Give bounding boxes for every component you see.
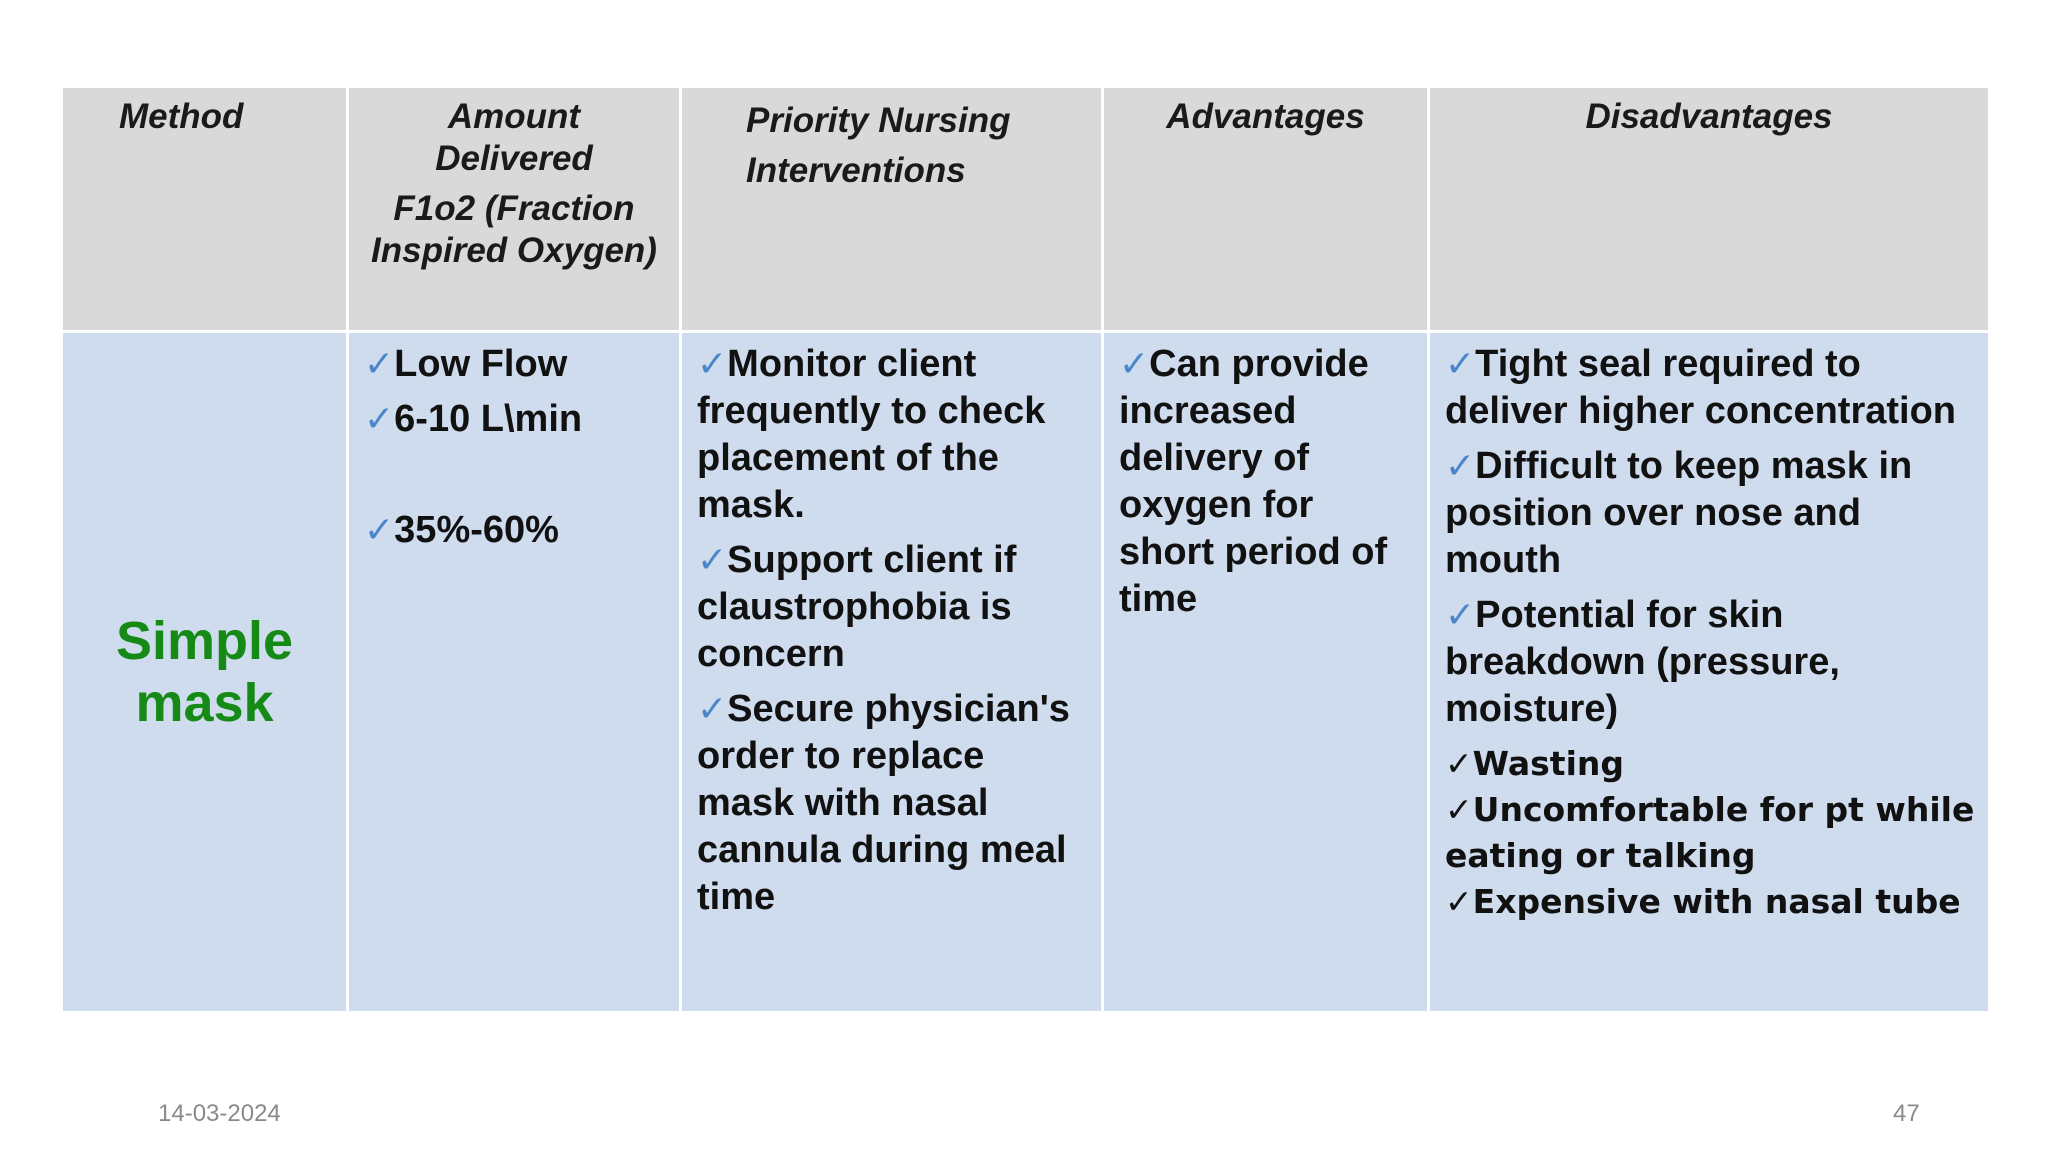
header-method bbox=[62, 87, 348, 332]
check-mark-icon: ✓ bbox=[697, 344, 728, 385]
nursing-list bbox=[682, 333, 1101, 921]
list-item bbox=[364, 341, 667, 388]
header-nursing bbox=[681, 87, 1103, 332]
oxygen-method-table bbox=[60, 85, 1991, 1014]
check-mark-icon: ✓ bbox=[364, 399, 395, 440]
list-item bbox=[364, 507, 667, 554]
header-amount-line: Inspired Oxygen) bbox=[371, 231, 657, 270]
list-item bbox=[364, 396, 667, 443]
list-item bbox=[1445, 443, 1976, 584]
check-mark-icon: ✓ bbox=[1445, 595, 1476, 636]
list-item bbox=[1445, 879, 1976, 925]
list-item bbox=[1119, 341, 1415, 623]
header-method-label: Method bbox=[119, 97, 244, 136]
advantage-item: Can provide increased delivery of oxygen for short period of time bbox=[1119, 343, 1388, 620]
footer-date: 14-03-2024 bbox=[158, 1100, 281, 1127]
method-name-line: mask bbox=[135, 673, 274, 733]
check-mark-icon: ✓ bbox=[1445, 446, 1476, 487]
nursing-item: Secure physician's order to replace mask with nasal cannula during meal time bbox=[697, 688, 1070, 918]
amount-flow-type: Low Flow bbox=[394, 343, 568, 385]
header-advantages bbox=[1103, 87, 1429, 332]
header-disadvantages bbox=[1429, 87, 1990, 332]
method-cell bbox=[62, 332, 348, 1013]
disadvantage-item: Potential for skin breakdown (pressure, moisture) bbox=[1445, 594, 1840, 730]
check-mark-icon: ✓ bbox=[697, 689, 728, 730]
header-disadvantages-label: Disadvantages bbox=[1585, 97, 1833, 136]
amount-fio2: 35%-60% bbox=[394, 509, 559, 551]
disadvantage-item-small: Wasting bbox=[1472, 744, 1624, 783]
list-item bbox=[1445, 787, 1976, 879]
check-mark-icon: ✓ bbox=[364, 344, 395, 385]
list-item bbox=[1445, 592, 1976, 733]
check-mark-icon: ✓ bbox=[1445, 744, 1473, 783]
header-advantages-label: Advantages bbox=[1166, 97, 1365, 136]
disadvantages-list bbox=[1430, 333, 1988, 925]
disadvantages-cell bbox=[1429, 332, 1990, 1013]
method-name-line: Simple bbox=[115, 611, 294, 671]
nursing-item: Support client if claustrophobia is concern bbox=[697, 539, 1017, 675]
header-amount-line: Delivered bbox=[435, 139, 593, 178]
advantages-cell bbox=[1103, 332, 1429, 1013]
list-item bbox=[697, 537, 1089, 678]
check-mark-icon: ✓ bbox=[697, 540, 728, 581]
header-nursing-line: Priority Nursing bbox=[746, 101, 1011, 140]
disadvantage-item-small: Expensive with nasal tube bbox=[1472, 882, 1961, 921]
nursing-item: Monitor client frequently to check placement of the mask. bbox=[697, 343, 1046, 526]
check-mark-icon: ✓ bbox=[1445, 790, 1473, 829]
advantages-list bbox=[1104, 333, 1427, 623]
list-item bbox=[697, 686, 1089, 921]
header-nursing-line: Interventions bbox=[746, 151, 966, 190]
page-number: 47 bbox=[1893, 1100, 1920, 1127]
amount-flow-rate: 6-10 L\min bbox=[394, 398, 583, 440]
table-header-row bbox=[62, 87, 1990, 332]
list-item bbox=[1445, 341, 1976, 435]
check-mark-icon: ✓ bbox=[364, 510, 395, 551]
list-item bbox=[697, 341, 1089, 529]
check-mark-icon: ✓ bbox=[1445, 344, 1476, 385]
header-amount bbox=[348, 87, 681, 332]
check-mark-icon: ✓ bbox=[1445, 882, 1473, 921]
header-amount-line: F1o2 (Fraction bbox=[393, 189, 635, 228]
disadvantage-item: Tight seal required to deliver higher concentration bbox=[1445, 343, 1956, 432]
nursing-cell bbox=[681, 332, 1103, 1013]
check-mark-icon: ✓ bbox=[1119, 344, 1150, 385]
amount-list bbox=[349, 333, 679, 554]
disadvantage-item-small: Uncomfortable for pt while eating or talking bbox=[1445, 790, 1975, 875]
table-row bbox=[62, 332, 1990, 1013]
header-amount-line: Amount bbox=[447, 97, 581, 136]
disadvantage-item: Difficult to keep mask in position over nose and mouth bbox=[1445, 445, 1913, 581]
list-item bbox=[1445, 741, 1976, 787]
amount-cell bbox=[348, 332, 681, 1013]
